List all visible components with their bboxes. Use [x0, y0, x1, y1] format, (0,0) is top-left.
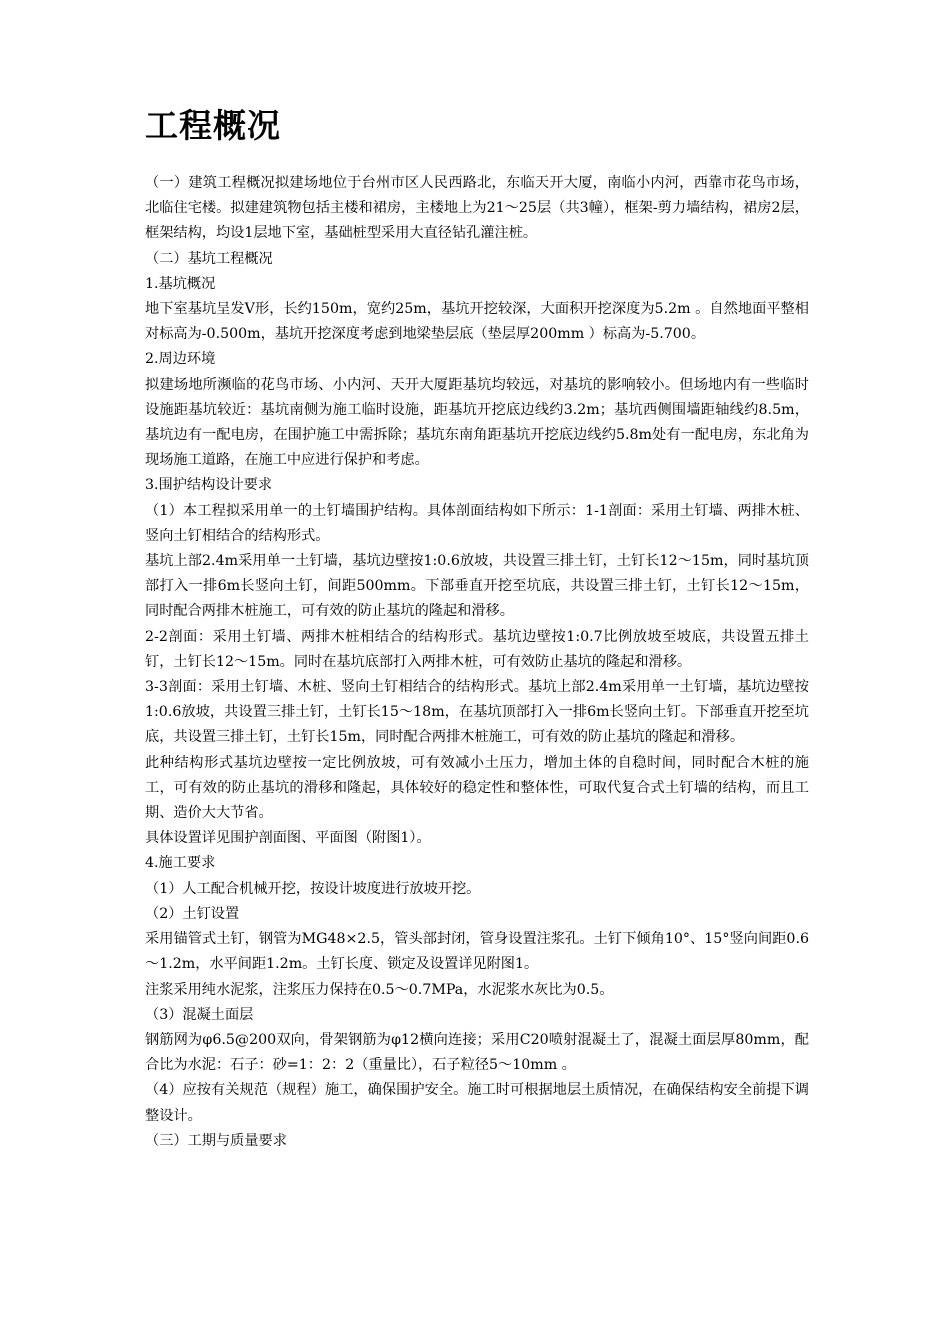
- heading-retaining-design: 3.围护结构设计要求: [145, 477, 273, 494]
- paragraph-pit-summary: 地下室基坑呈发V形，长约150m，宽约25m，基坑开挖较深，大面积开挖深度为5.2m 。自然地面平整相对标高为-0.500m，基坑开挖深度考虑到地梁垫层底（垫层厚200mm ）标高为-5.700。: [145, 301, 809, 343]
- paragraph-structure-benefits: 此种结构形式基坑边壁按一定比例放坡，可有效减小土压力，增加土体的自稳时间，同时配合木桩的施工，可有效的防止基坑的滑移和隆起，具体较好的稳定性和整体性，可取代复合式土钉墙的结构，而且工期、造价大大节省。: [145, 754, 809, 822]
- heading-concrete-surface: （3）混凝土面层: [145, 1006, 254, 1023]
- paragraph-excavation: （1）人工配合机械开挖，按设计坡度进行放坡开挖。: [145, 880, 481, 897]
- document-body: [145, 171, 809, 1154]
- paragraph-retaining-intro: （1）本工程拟采用单一的土钉墙围护结构。具体剖面结构如下所示：1-1剖面：采用土钉墙、两排木桩、竖向土钉相结合的结构形式。: [145, 502, 809, 544]
- heading-pit-overview: （二）基坑工程概况: [145, 250, 273, 267]
- document-title: 工程概况: [145, 106, 281, 145]
- heading-soil-nail-setup: （2）土钉设置: [145, 905, 240, 922]
- paragraph-concrete-surface: 钢筋网为φ6.5@200双向，骨架钢筋为φ12横向连接；采用C20喷射混凝土了，混凝土面层厚80mm，配合比为水泥：石子：砂=1：2：2（重量比），石子粒径5～10mm 。: [145, 1031, 809, 1074]
- heading-pit-summary: 1.基坑概况: [145, 275, 216, 292]
- heading-construction-requirements: 4.施工要求: [145, 855, 216, 872]
- heading-surroundings: 2.周边环境: [145, 351, 216, 368]
- heading-schedule-quality: （三）工期与质量要求: [145, 1132, 287, 1149]
- paragraph-section-1-1: 基坑上部2.4m采用单一土钉墙，基坑边壁按1:0.6放坡，共设置三排土钉，土钉长12～15m，同时基坑顶部打入一排6m长竖向土钉，间距500mm。下部垂直开挖至坑底，共设置三排土钉，土钉长12～15m， 同时配合两排木桩施工，可有效的防止基坑的隆起和滑移。: [145, 553, 809, 620]
- paragraph-building-overview: （一）建筑工程概况拟建场地位于台州市区人民西路北，东临天开大厦，南临小内河，西靠市花鸟市场，北临住宅楼。拟建建筑物包括主楼和裙房，主楼地上为21～25层（共3幢），框架-剪力墙结构，裙房2层，框架结构，均设1层地下室，基础桩型采用大直径钻孔灌注桩。: [145, 175, 809, 242]
- paragraph-section-2-2: 2-2剖面：采用土钉墙、两排木桩相结合的结构形式。基坑边壁按1:0.7比例放坡至坡底，共设置五排土钉，土钉长12～15m。同时在基坑底部打入两排木桩，可有效防止基坑的隆起和滑移。: [145, 628, 809, 670]
- paragraph-code-compliance: （4）应按有关规范（规程）施工，确保围护安全。施工时可根据地层土质情况，在确保结构安全前提下调整设计。: [145, 1082, 809, 1124]
- paragraph-grouting: 注浆采用纯水泥浆，注浆压力保持在0.5～0.7MPa，水泥浆水灰比为0.5。: [145, 981, 614, 998]
- paragraph-section-3-3: 3-3剖面：采用土钉墙、木桩、竖向土钉相结合的结构形式。基坑上部2.4m采用单一土钉墙，基坑边壁按1:0.6放坡，共设置三排土钉，土钉长15～18m，在基坑顶部打入一排6m长竖向土钉。下部垂直开挖至坑底，共设置三排土钉，土钉长15m，同时配合两排木桩施工，可有效的防止基坑的隆起和滑移。: [145, 679, 809, 746]
- paragraph-see-appendix: 具体设置详见围护剖面图、平面图（附图1）。: [145, 830, 431, 847]
- paragraph-surroundings: 拟建场地所濒临的花鸟市场、小内河、天开大厦距基坑均较远，对基坑的影响较小。但场地内有一些临时设施距基坑较近：基坑南侧为施工临时设施，距基坑开挖底边线约3.2m；基坑西侧围墙距轴线约8.5m，基坑边有一配电房，在围护施工中需拆除；基坑东南角距基坑开挖底边线约5.8m处有一配电房，东北角为现场施工道路，在施工中应进行保护和考虑。: [145, 376, 809, 469]
- paragraph-soil-nail-setup: 采用锚管式土钉，钢管为MG48×2.5，管头部封闭，管身设置注浆孔。土钉下倾角10°、15°竖向间距0.6～1.2m，水平间距1.2m。土钉长度、锁定及设置详见附图1。: [145, 931, 809, 973]
